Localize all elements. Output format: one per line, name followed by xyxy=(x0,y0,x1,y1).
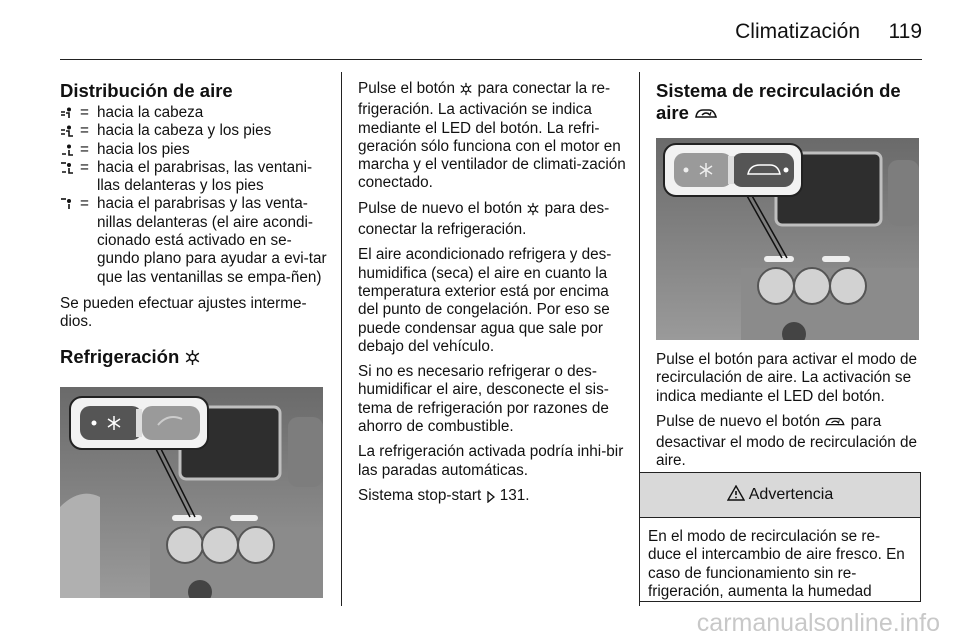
recirculation-button-photo xyxy=(656,138,919,340)
paragraph: Sistema stop-start 131. xyxy=(358,487,628,508)
vent-feet-icon xyxy=(60,141,80,159)
list-item: = hacia la cabeza y los pies xyxy=(60,122,328,140)
paragraph: Pulse el botón para conectar la re-frigeración. La activación se indica mediante el LED del botón. La refri-geración sólo funciona con el motor en marcha y el ventilador de climati-zación conectado. xyxy=(358,80,626,192)
warning-header xyxy=(640,473,920,518)
section-heading-recirculation: Sistema de recirculación de aire xyxy=(656,80,921,127)
air-item-text: hacia el parabrisas y las venta-nillas delanteras (el aire acondi-cionado está activado en se-gundo plano para ayudar a evi-tar que las ventanillas se empa-ñen) xyxy=(97,195,327,286)
ac-button-photo xyxy=(60,387,323,598)
paragraph: Pulse el botón para activar el modo de recirculación de aire. La activación se indica mediante el LED del botón. xyxy=(656,351,918,405)
page-number: 119 xyxy=(888,20,922,43)
air-item-text: hacia los pies xyxy=(97,140,190,158)
paragraph: Si no es necesario refrigerar o des-humidificar el aire, desconecte el sis-tema de refrigeración por razones de ahorro de combustible. xyxy=(358,363,609,436)
air-item-text: hacia la cabeza y los pies xyxy=(97,122,272,140)
list-item: = hacia la cabeza xyxy=(60,104,328,122)
vent-head-icon xyxy=(60,104,80,122)
paragraph: Pulse de nuevo el botón para desactivar el modo de recirculación de aire. xyxy=(656,412,918,470)
page-title: Climatización xyxy=(735,20,860,43)
warning-title: Advertencia xyxy=(748,486,834,503)
recirculation-icon xyxy=(694,105,718,127)
warning-triangle-icon xyxy=(727,485,745,506)
warning-body: En el modo de recirculación se re-duce el intercambio de aire fresco. En caso de funcionamiento sin re-frigeración, aumenta la humedad xyxy=(648,528,905,600)
paragraph: La refrigeración activada podría inhi-bir las paradas automáticas. xyxy=(358,443,624,479)
vent-windscreen-icon xyxy=(60,195,80,213)
page-reference-arrow-icon[interactable] xyxy=(486,490,496,508)
warning-box xyxy=(639,472,921,602)
intermediate-note: Se pueden efectuar ajustes interme-dios. xyxy=(60,294,307,331)
list-item: = hacia los pies xyxy=(60,141,328,159)
watermark: carmanualsonline.info xyxy=(696,609,940,637)
snowflake-icon xyxy=(184,349,201,371)
vent-head-feet-icon xyxy=(60,122,80,140)
list-item: = hacia el parabrisas, las ventani-llas delanteras y los pies xyxy=(60,159,328,196)
vent-windscreen-feet-icon xyxy=(60,159,80,177)
section-heading-refrigeration: Refrigeración xyxy=(60,346,328,371)
column-3-text xyxy=(656,351,922,478)
air-item-text: hacia la cabeza xyxy=(97,104,204,121)
recirculation-icon xyxy=(824,415,846,434)
snowflake-icon xyxy=(526,202,540,221)
paragraph: Pulse de nuevo el botón para des-conectar la refrigeración. xyxy=(358,199,610,239)
column-2 xyxy=(358,80,628,515)
column-divider xyxy=(341,72,342,606)
list-item: = hacia el parabrisas y las venta-nillas delanteras (el aire acondi-cionado está activado en se-gundo plano para ayudar a evi-tar que las ventanillas se empa-ñen) xyxy=(60,195,328,286)
paragraph: El aire acondicionado refrigera y des-humidifica (seca) el aire en cuanto la temperatura exterior está por encima del punto de congelación. Por eso se puede condensar agua que sale por debajo del vehículo. xyxy=(358,246,612,355)
air-distribution-list xyxy=(60,104,328,287)
section-heading-air-distribution: Distribución de aire xyxy=(60,80,233,101)
column-3 xyxy=(656,80,921,127)
snowflake-icon xyxy=(459,82,473,101)
column-1 xyxy=(60,80,328,371)
air-item-text: hacia el parabrisas, las ventani-llas delanteras y los pies xyxy=(97,158,313,195)
header-rule xyxy=(60,59,922,60)
